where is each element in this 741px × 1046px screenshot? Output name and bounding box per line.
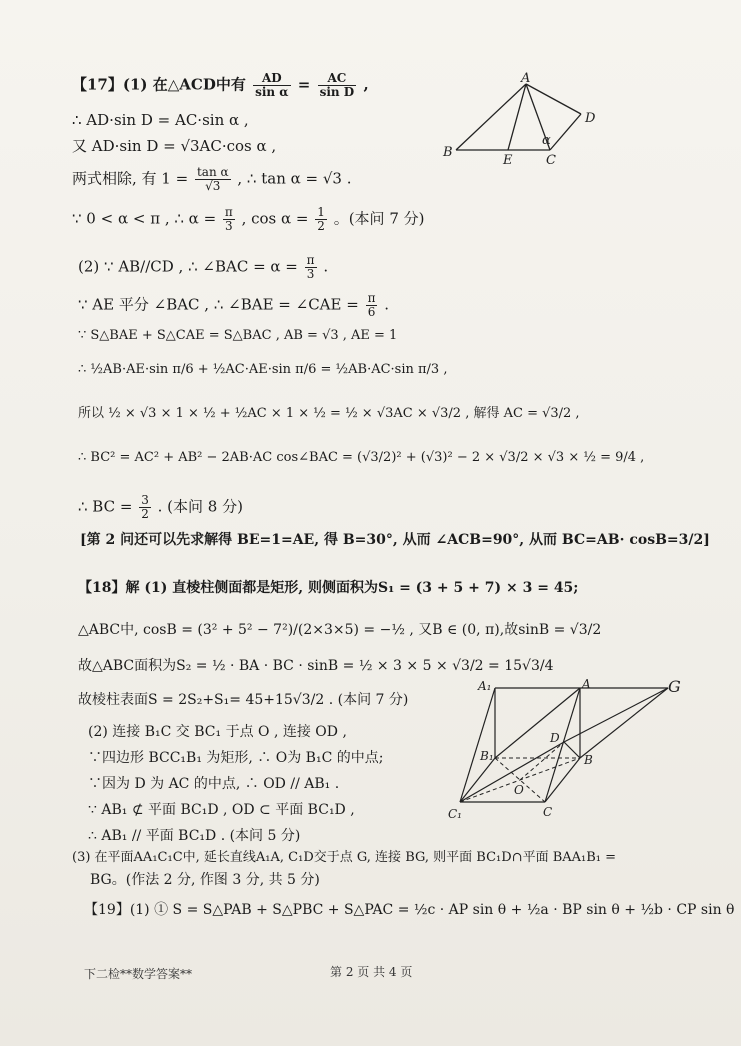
- q18-line-2: △ABC中, cosB = (3² + 5² − 7²)/(2×3×5) = −½ , 又B ∈ (0, π),故sinB = √3/2: [78, 622, 602, 638]
- edge-cb: [545, 758, 580, 802]
- q17-line-4: 两式相除, 有 1 = $\frac{\text{tan α}}{√3}$ , ∴ tan α = √3 .: [72, 165, 352, 193]
- q17-part2-line-3: ∵ S△BAE + S△CAE = S△BAC , AB = √3 , AE = 1: [78, 328, 398, 343]
- fraction: $\frac{\pi}{3}$: [224, 205, 233, 233]
- fraction: $\frac{3}{2}$: [141, 493, 149, 521]
- edge-ae: [508, 84, 526, 150]
- q17-line-5: ∵ 0 < α < π , ∴ α = $\frac{\pi}{3}$ , cos α = $\frac{1}{2}$ 。(本问 7 分): [72, 205, 425, 233]
- label-d: D: [550, 731, 560, 745]
- q18-line-1: 【18】解 (1) 直棱柱侧面都是矩形, 则侧面积为S₁ = (3 + 5 + 7) × 3 = 45;: [78, 580, 579, 596]
- q18-line-4: 故棱柱表面S = 2S₂+S₁= 45+15√3/2 . (本问 7 分): [78, 692, 409, 708]
- q18-line-8: ∵ AB₁ ⊄ 平面 BC₁D , OD ⊂ 平面 BC₁D ,: [88, 802, 355, 818]
- q17-part2-line-1: (2) ∵ AB//CD , ∴ ∠BAC = α = $\frac{\pi}{3}$ .: [78, 253, 329, 281]
- q18-line-9: ∴ AB₁ // 平面 BC₁D . (本问 5 分): [88, 828, 301, 844]
- label-a: A: [582, 677, 591, 691]
- fraction: $\frac{\text{tan α}}{√3}$: [196, 165, 229, 193]
- q18-line-7: ∵因为 D 为 AC 的中点, ∴ OD // AB₁ .: [88, 776, 340, 792]
- q17-alternative-note: [第 2 问还可以先求解得 BE=1=AE, 得 B=30°, 从而 ∠ACB=90°, 从而 BC=AB· cosB=3/2]: [80, 532, 710, 548]
- fraction: $\frac{1}{2}$: [317, 205, 325, 233]
- q18-line-5: (2) 连接 B₁C 交 BC₁ 于点 O , 连接 OD ,: [88, 724, 347, 740]
- q17-part2-line-6: ∴ BC² = AC² + AB² − 2AB·AC cos∠BAC = (√3/2)² + (√3)² − 2 × √3/2 × √3 × ½ = 9/4 ,: [78, 450, 645, 465]
- edge-ad: [526, 84, 581, 114]
- label-d: D: [585, 111, 596, 126]
- label-c1: C₁: [448, 807, 462, 821]
- label-o: O: [514, 783, 524, 797]
- q18-line-10: (3) 在平面AA₁C₁C中, 延长直线A₁A, C₁D交于点 G, 连接 BG, 则平面 BC₁D∩平面 BAA₁B₁ =: [72, 850, 617, 865]
- fraction: $\frac{AD}{\text{sin α}}$: [255, 71, 289, 99]
- q18-line-11: BG。(作法 2 分, 作图 3 分, 共 5 分): [90, 872, 320, 888]
- q17-line-3: 又 AD·sin D = √3AC·cos α ,: [72, 137, 277, 155]
- fraction: $\frac{\pi}{3}$: [306, 253, 315, 281]
- edge-ac: [545, 688, 580, 802]
- label-c: C: [546, 153, 556, 168]
- prism-figure: [440, 672, 690, 822]
- q17-line-2: ∴ AD·sin D = AC·sin α ,: [72, 111, 249, 129]
- label-b: B: [584, 753, 593, 767]
- edge-ab: [456, 84, 526, 150]
- q19-line-1: 【19】(1) ① S = S△PAB + S△PBC + S△PAC = ½c · AP sin θ + ½a · BP sin θ + ½b · CP sin θ: [84, 902, 735, 918]
- edge-b1a: [495, 688, 580, 758]
- label-g: G: [668, 677, 681, 696]
- q17-part2-line-4: ∴ ½AB·AE·sin π/6 + ½AC·AE·sin π/6 = ½AB·AC·sin π/3 ,: [78, 362, 448, 377]
- edge-b1c1: [460, 758, 495, 802]
- q18-line-6: ∵四边形 BCC₁B₁ 为矩形, ∴ O为 B₁C 的中点;: [88, 750, 384, 766]
- edge-dc: [550, 114, 581, 150]
- triangle-figure: [436, 70, 606, 170]
- fraction: $\frac{AC}{\text{sin D}}$: [319, 71, 355, 99]
- label-a1: A₁: [478, 679, 492, 693]
- footer-doc-name: 下二检**数学答案**: [84, 967, 193, 981]
- fraction: $\frac{\pi}{6}$: [367, 291, 376, 319]
- label-alpha: α: [542, 133, 551, 148]
- label-c: C: [543, 805, 553, 819]
- label-b: B: [443, 145, 453, 160]
- label-b1: B₁: [480, 749, 494, 763]
- edge-bg: [580, 688, 668, 758]
- footer-page-number: 第 2 页 共 4 页: [330, 965, 413, 979]
- q18-line-3: 故△ABC面积为S₂ = ½ · BA · BC · sinB = ½ × 3 × 5 × √3/2 = 15√3/4: [78, 658, 554, 674]
- q17-part2-line-5: 所以 ½ × √3 × 1 × ½ + ½AC × 1 × ½ = ½ × √3AC × √3/2 , 解得 AC = √3/2 ,: [78, 406, 580, 421]
- q17-line-1: 【17】(1) 在△ACD中有 $\frac{AD}{\text{sin α}}$ = $\frac{AC}{\text{sin D}}$ ,: [72, 71, 369, 99]
- q17-part2-line-7: ∴ BC = $\frac{3}{2}$ . (本问 8 分): [78, 493, 243, 521]
- label-e: E: [503, 153, 513, 168]
- edge-db: [564, 742, 580, 758]
- q17-part2-line-2: ∵ AE 平分 ∠BAC , ∴ ∠BAE = ∠CAE = $\frac{\pi}{6}$ .: [78, 291, 390, 319]
- label-a: A: [521, 71, 531, 86]
